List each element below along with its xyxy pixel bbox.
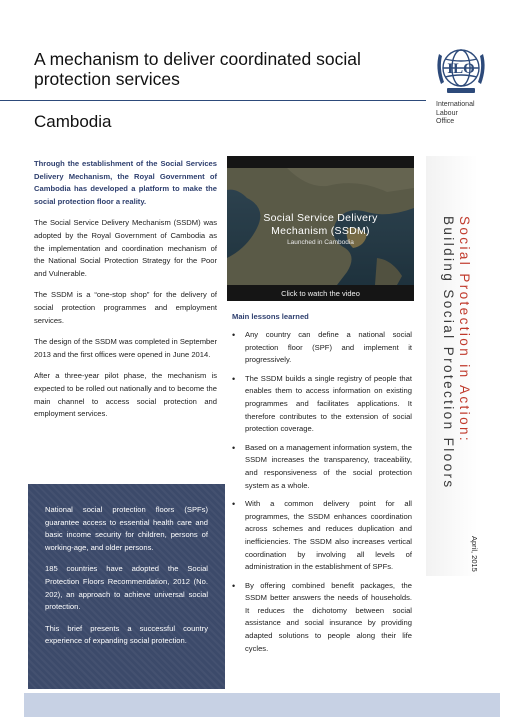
svg-text:ILO: ILO — [447, 61, 475, 77]
org-name-line: International — [436, 101, 475, 108]
page-title: A mechanism to deliver coordinated social protection services — [34, 49, 361, 89]
body-paragraph: The design of the SSDM was completed in September 2013 and the first offices were opened in June 2014. — [34, 337, 217, 359]
list-item: • Any country can define a national social protection floor (SPF) and implement it progressively. — [232, 329, 412, 367]
footer-bar — [24, 693, 500, 717]
publication-date: April, 2015 — [470, 536, 479, 572]
list-item: • Based on a management information system, the SSDM increases the transparency, traceability, and responsiveness of the social protection system as a whole. — [232, 442, 412, 492]
list-item: • With a common delivery point for all programmes, the SSDM enhances coordination across schemes and reduces duplication and inefficiencies. The SSDM also increases vertical coordination by involving all levels of administration in the establishment of SPFs. — [232, 498, 412, 574]
list-item: • By offering combined benefit packages, the SSDM better answers the needs of households. It reduces the dichotomy between social assistance and social insurance by providing adapted solutions to people along their life cycles. — [232, 580, 412, 656]
series-title-line1: Social Protection in Action: — [457, 216, 472, 444]
info-paragraph: National social protection floors (SPFs) guarantee access to essential health care and basic income security for children, persons of working-age, and older persons. — [45, 505, 208, 552]
info-paragraph: 185 countries have adopted the Social Protection Floors Recommendation, 2012 (No. 202), an approach to achieve universal social protection. — [45, 564, 208, 612]
list-item: • The SSDM builds a single registry of people that enables them to access information on existing programmes and facilitates applications. It therefore contributes to the extension of social protection coverage. — [232, 373, 412, 436]
body-paragraph: After a three-year pilot phase, the mechanism is expected to be rolled out nationally and to become the main channel to access social protection and employment services. — [34, 371, 217, 419]
series-title — [440, 216, 472, 516]
spf-info-box — [28, 484, 225, 689]
ilo-globe-logo-icon — [433, 44, 489, 96]
video-title: Mechanism (SSDM) — [271, 225, 370, 237]
org-name-line: Labour — [436, 109, 458, 117]
info-paragraph: This brief presents a successful country experience of expanding social protection. — [45, 623, 208, 646]
series-title-line2: Building Social Protection Floors — [441, 216, 456, 490]
country-name: Cambodia — [34, 112, 112, 131]
video-title: Social Service Delivery — [263, 212, 378, 224]
left-column — [34, 158, 217, 430]
org-name-line: Office — [436, 118, 455, 125]
lessons-heading: Main lessons learned — [232, 312, 309, 321]
body-paragraph: The SSDM is a “one-stop shop” for the delivery of social protection programmes and employment services. — [34, 290, 217, 325]
body-paragraph: The Social Service Delivery Mechanism (SSDM) was adopted by the Royal Government of Cambodia as the implementation and coordination mechanism of the National Social Protection Strategy for the Poor and Vulnerable. — [34, 218, 217, 278]
lessons-list — [232, 329, 412, 661]
video-link[interactable]: Click to watch the video — [281, 289, 360, 298]
video-thumbnail[interactable] — [227, 156, 414, 301]
video-subtitle: Launched in Cambodia — [287, 239, 354, 246]
header-divider — [0, 100, 426, 101]
lead-paragraph: Through the establishment of the Social Services Delivery Mechanism, the Royal Government of Cambodia has developed a platform to make the social protection floor a reality. — [34, 159, 217, 206]
org-name — [436, 101, 475, 127]
